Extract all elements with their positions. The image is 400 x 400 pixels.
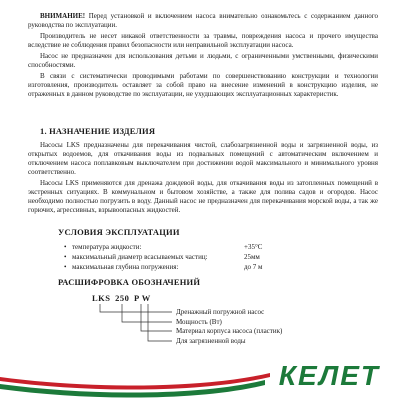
children-paragraph: Насос не предназначен для использования детьми и людьми, с ограниченными умственными, физическими способностями. xyxy=(28,52,378,69)
model-code xyxy=(92,293,153,303)
changes-paragraph: В связи с систематически проводимыми работами по совершенствованию конструкции и технологии изготовления, производитель оставляет за собой право на внесение изменений в конструкцию изделия, не отраженных в данном руководстве по эксплуатации, не ухудшающих эксплуатационных характеристик. xyxy=(28,72,378,98)
condition-label: максимальная глубина погружения: xyxy=(72,263,179,271)
code-series: LKS xyxy=(92,293,111,303)
condition-value: +35°С xyxy=(244,243,263,251)
decoding-line: Дренажный погружной насос xyxy=(176,308,265,316)
list-item xyxy=(64,262,322,272)
warning-label: ВНИМАНИЕ! xyxy=(40,12,86,20)
condition-label: температура жидкости: xyxy=(72,243,142,251)
connector-line xyxy=(141,304,172,331)
kelet-logo: КЕЛЕТ xyxy=(278,360,380,391)
condition-label: максимальный диаметр всасываемых частиц: xyxy=(72,253,208,261)
conditions-heading: УСЛОВИЯ ЭКСПЛУАТАЦИИ xyxy=(58,227,180,237)
bullet-icon: • xyxy=(64,263,67,271)
connector-line xyxy=(148,304,172,341)
section1-heading: 1. НАЗНАЧЕНИЕ ИЗДЕЛИЯ xyxy=(40,126,156,136)
section1-body xyxy=(28,141,378,215)
decoding-line: Для загрязненной воды xyxy=(176,337,246,345)
decoding-line: Материал корпуса насоса (пластик) xyxy=(176,327,283,335)
condition-value: до 7 м xyxy=(244,263,263,271)
application-paragraph: Насосы LKS применяются для дренажа дождевой воды, для откачивания воды из затопленных помещений в экстренных ситуациях. В коммунальном и бытовом хозяйстве, а также для полива садов и огородов. Насос необходимо полностью погрузить в воду. Данный насос не предназначен для перекачивания морской воды, а так же горючих, агрессивных, взрывоопасных жидкостей. xyxy=(28,179,378,214)
decoding-line: Мощность (Вт) xyxy=(176,318,222,326)
liability-paragraph: Производитель не несет никакой ответственности за травмы, повреждения насоса и прочего имущества вследствие не соблюдения правил безопасности или неправильной эксплуатации насоса. xyxy=(28,32,378,49)
connector-line xyxy=(122,304,172,322)
connector-line xyxy=(100,304,172,312)
purpose-paragraph: Насосы LKS предназначены для перекачивания чистой, слабозагрязненной воды и загрязненной воды, из открытых водоемов, для откачивания воды из подвальных помещений с автоматическим включением и отключением насоса поплавковым выключателем при достижении водой максимального и минимального уровня соответственно. xyxy=(28,141,378,176)
intro-block xyxy=(28,12,378,99)
warning-text: Перед установкой и включением насоса внимательно ознакомьтесь с содержанием данного руководства по эксплуатации. xyxy=(28,12,378,29)
code-material: P xyxy=(134,293,140,303)
condition-value: 25мм xyxy=(244,253,260,261)
bullet-icon: • xyxy=(64,243,67,251)
list-item xyxy=(64,252,322,262)
bullet-icon: • xyxy=(64,253,67,261)
conditions-list xyxy=(64,242,322,272)
decoding-heading: РАСШИФРОВКА ОБОЗНАЧЕНИЙ xyxy=(58,277,201,287)
code-water: W xyxy=(141,293,151,303)
list-item xyxy=(64,242,322,252)
code-power: 250 xyxy=(115,293,130,303)
warning-paragraph xyxy=(28,12,378,30)
